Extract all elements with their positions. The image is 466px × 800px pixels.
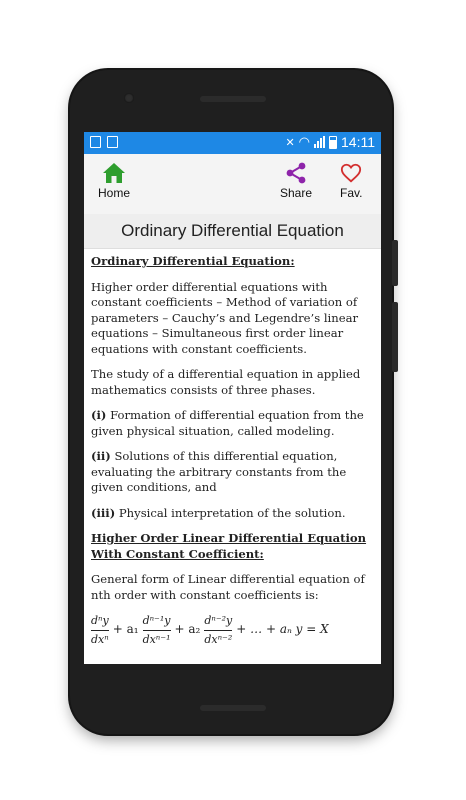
home-label: Home	[98, 186, 131, 200]
power-button	[392, 240, 398, 286]
clipboard-notification-icon	[107, 136, 118, 148]
paragraph: The study of a differential equation in applied mathematics consists of three phases.	[91, 367, 361, 397]
phase-item	[91, 506, 375, 522]
share-icon	[285, 162, 307, 184]
wifi-icon: ◠	[298, 134, 310, 149]
paragraph: General form of Linear differential equation of nth order with constant coefficients is:	[91, 572, 365, 602]
section-heading: Ordinary Differential Equation:	[91, 254, 295, 268]
phase-item	[91, 408, 375, 439]
heart-icon	[340, 162, 362, 184]
share-button[interactable]	[280, 162, 312, 200]
front-camera	[124, 93, 134, 103]
phase-marker: (i)	[91, 408, 107, 422]
phase-text: Solutions of this differential equation, evaluating the arbitrary constants from the given conditions, and	[91, 449, 347, 494]
share-label: Share	[280, 186, 313, 200]
phase-text: Physical interpretation of the solution.	[115, 505, 346, 520]
phase-marker: (ii)	[91, 449, 111, 463]
section-heading: Higher Order Linear Differential Equation With Constant Coefficient:	[91, 531, 367, 561]
fraction: $\frac{\text{dⁿ⁻²y}}{\text{dxⁿ⁻²}}$	[204, 614, 233, 646]
favorite-button[interactable]	[340, 162, 362, 200]
article-content	[91, 254, 375, 664]
volume-button	[392, 302, 398, 372]
phase-marker: (iii)	[91, 505, 116, 520]
phase-item	[91, 449, 375, 496]
bottom-speaker	[200, 705, 266, 711]
paragraph: Higher order differential equations with constant coefficients – Method of variation of parameters – Cauchy’s and Legendre’s linear equations – Simultaneous first order linear equations with constant coefficients.	[91, 279, 359, 356]
gallery-notification-icon	[90, 136, 101, 148]
home-icon	[102, 162, 126, 184]
formula-term: + a₂	[174, 622, 201, 637]
home-button[interactable]	[98, 162, 130, 200]
fraction: $\frac{\text{dⁿ⁻¹y}}{\text{dxⁿ⁻¹}}$	[142, 614, 171, 646]
status-bar	[84, 132, 381, 154]
formula-term: + a₁	[112, 622, 139, 637]
phase-text: Formation of differential equation from the given physical situation, called modeling.	[91, 408, 364, 438]
battery-icon	[329, 136, 337, 149]
earpiece-speaker	[200, 96, 266, 102]
fav-label: Fav.	[340, 186, 363, 200]
screen	[84, 132, 381, 664]
page-title: Ordinary Differential Equation	[84, 214, 381, 249]
signal-icon	[314, 136, 325, 148]
clock: 14:11	[341, 134, 375, 150]
mute-icon: ✕	[285, 136, 295, 149]
toolbar	[84, 154, 381, 215]
formula-term: + … + aₙ y = X	[236, 622, 329, 637]
formula	[91, 613, 375, 647]
fraction: $\frac{\text{dⁿy}}{\text{dxⁿ}}$	[91, 614, 109, 646]
